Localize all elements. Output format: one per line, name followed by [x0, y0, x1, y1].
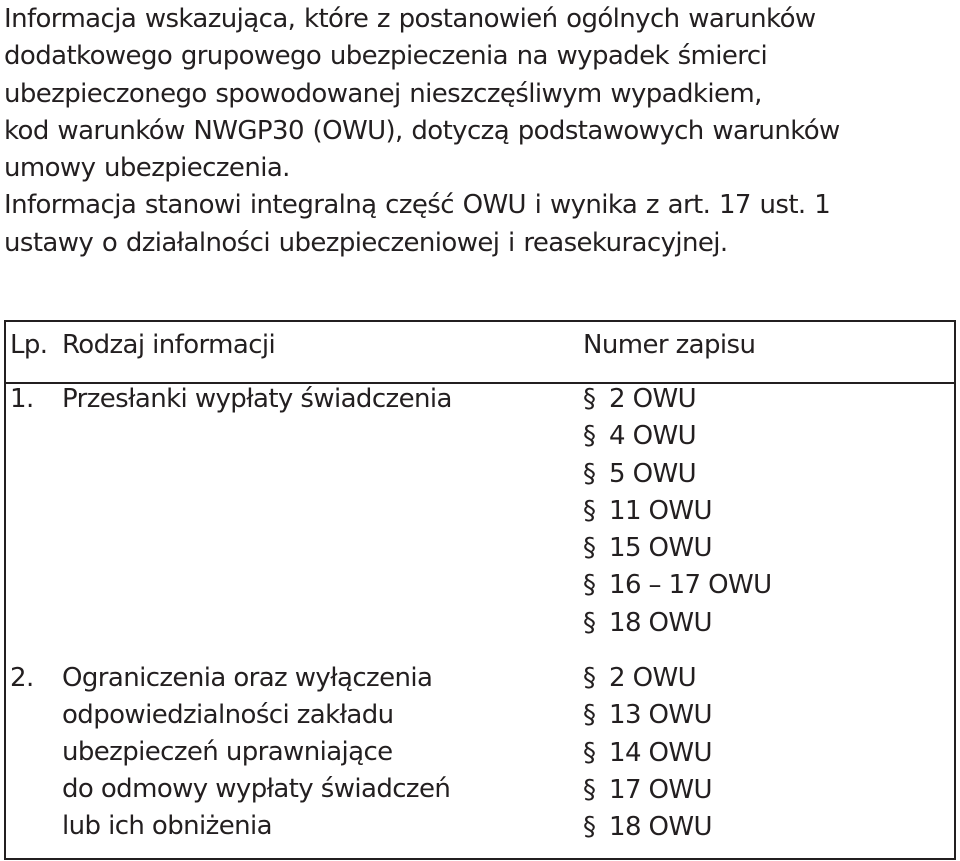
reference-item	[583, 418, 772, 455]
intro-line: Informacja wskazująca, które z postanowień ogólnych warunków	[4, 4, 816, 34]
reference-text: 11 OWU	[609, 495, 712, 526]
section-sign: §	[583, 812, 596, 843]
reference-item	[583, 530, 772, 567]
reference-item	[583, 493, 772, 530]
header-information-type: Rodzaj informacji	[62, 330, 276, 360]
reference-text: 15 OWU	[609, 533, 712, 564]
section-sign: §	[583, 570, 596, 601]
reference-item	[583, 381, 772, 418]
row-2-information-type-line: odpowiedzialności zakładu	[62, 700, 394, 730]
row-1-lp: 1.	[10, 384, 34, 414]
reference-text: 13 OWU	[609, 700, 712, 731]
section-sign: §	[583, 663, 596, 693]
reference-item	[583, 660, 712, 697]
row-1-information-type: Przesłanki wypłaty świadczenia	[62, 384, 452, 414]
reference-text: 2 OWU	[609, 663, 697, 693]
reference-text: 5 OWU	[609, 458, 697, 489]
reference-item	[583, 605, 772, 642]
reference-text: 4 OWU	[609, 421, 697, 452]
reference-item	[583, 567, 772, 604]
reference-text: 18 OWU	[609, 812, 712, 843]
reference-text: 16 – 17 OWU	[609, 570, 772, 601]
section-sign: §	[583, 774, 596, 805]
table-right-border	[954, 320, 956, 860]
section-sign: §	[583, 737, 596, 768]
row-1-references	[583, 381, 772, 642]
row-2-information-type-line: lub ich obniżenia	[62, 811, 272, 841]
row-2-information-type-line: ubezpieczeń uprawniające	[62, 737, 393, 767]
section-sign: §	[583, 533, 596, 564]
intro-paragraph	[4, 1, 954, 262]
reference-text: 18 OWU	[609, 607, 712, 638]
intro-line: ustawy o działalności ubezpieczeniowej i reasekuracyjnej.	[4, 227, 728, 258]
reference-text: 14 OWU	[609, 737, 712, 768]
reference-item	[583, 697, 712, 734]
section-sign: §	[583, 700, 596, 731]
row-2-information-type-line: Ograniczenia oraz wyłączenia	[62, 663, 433, 693]
header-reference-number: Numer zapisu	[583, 330, 756, 360]
section-sign: §	[583, 458, 596, 489]
section-sign: §	[583, 384, 596, 414]
intro-line: dodatkowego grupowego ubezpieczenia na wypadek śmierci	[4, 41, 768, 72]
row-2-lp: 2.	[10, 663, 34, 693]
intro-line: ubezpieczonego spowodowanej nieszczęśliwym wypadkiem,	[4, 78, 762, 109]
reference-item	[583, 456, 772, 493]
section-sign: §	[583, 421, 596, 452]
intro-line: Informacja stanowi integralną część OWU i wynika z art. 17 ust. 1	[4, 190, 831, 221]
intro-line: kod warunków NWGP30 (OWU), dotyczą podstawowych warunków	[4, 115, 840, 146]
row-2-information-type-line: do odmowy wypłaty świadczeń	[62, 774, 451, 804]
section-sign: §	[583, 607, 596, 638]
reference-item	[583, 735, 712, 772]
row-2-references	[583, 660, 712, 846]
reference-item	[583, 772, 712, 809]
intro-line: umowy ubezpieczenia.	[4, 153, 290, 184]
reference-item	[583, 809, 712, 846]
header-lp: Lp.	[10, 330, 48, 360]
section-sign: §	[583, 495, 596, 526]
reference-text: 17 OWU	[609, 774, 712, 805]
reference-text: 2 OWU	[609, 384, 697, 414]
